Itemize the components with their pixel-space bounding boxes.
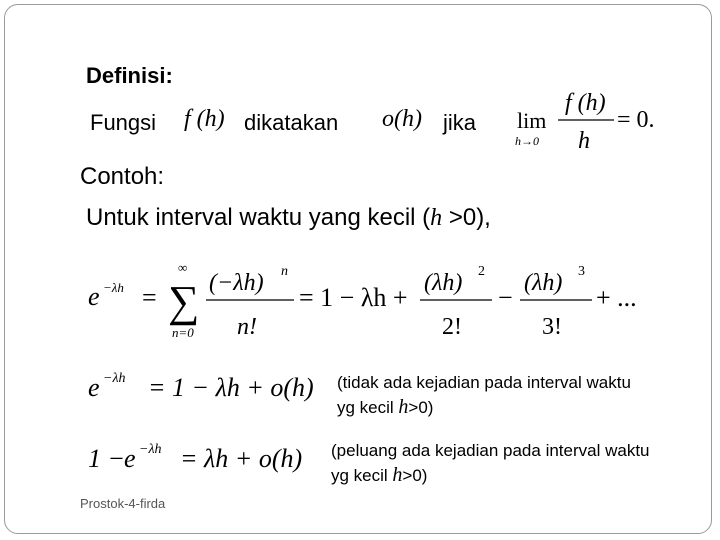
jika-label: jika bbox=[443, 110, 477, 135]
approx1-exponent: −λh bbox=[103, 371, 126, 386]
lim-text: lim bbox=[517, 108, 547, 133]
approx1-note-line1: (tidak ada kejadian pada interval waktu bbox=[337, 373, 631, 392]
approx1-formula bbox=[88, 371, 314, 402]
t2-denominator: 2! bbox=[442, 314, 462, 340]
limit-numerator: f (h) bbox=[565, 90, 606, 116]
term-denominator: n! bbox=[237, 314, 257, 340]
approx1-rhs: = 1 − λh + o(h) bbox=[148, 373, 314, 402]
t3-numerator: (λh) bbox=[524, 270, 563, 296]
series-equals: = bbox=[142, 283, 157, 312]
interval-sentence bbox=[86, 204, 491, 232]
approx2-base: e bbox=[124, 444, 136, 473]
series-lhs-base: e bbox=[88, 282, 100, 311]
limit-formula bbox=[515, 90, 655, 154]
sigma-symbol: ∑ bbox=[168, 277, 200, 326]
t3-denominator: 3! bbox=[542, 314, 562, 340]
series-formula bbox=[88, 260, 637, 340]
approx2-note-var: h bbox=[392, 464, 403, 486]
fungsi-label: Fungsi bbox=[90, 110, 157, 135]
sum-upper-limit: ∞ bbox=[178, 260, 188, 275]
interval-variable: h bbox=[430, 205, 443, 231]
definition-heading: Definisi: bbox=[86, 63, 173, 88]
t2-numerator: (λh) bbox=[424, 270, 463, 296]
example-heading: Contoh: bbox=[80, 163, 165, 190]
sum-lower-limit: n=0 bbox=[172, 325, 194, 340]
t2-exponent: 2 bbox=[478, 264, 485, 279]
interval-suffix: >0), bbox=[442, 204, 491, 231]
approx2-note bbox=[331, 439, 650, 488]
approx1-note-line2: yg kecil h>0) bbox=[337, 396, 434, 418]
o-h-expression: o(h) bbox=[382, 106, 422, 132]
approx2-prefix: 1 − bbox=[88, 444, 126, 473]
approx2-note-line2: yg kecil h>0) bbox=[331, 464, 428, 486]
dikatakan-label: dikatakan bbox=[244, 110, 339, 135]
approx1-note bbox=[337, 371, 631, 420]
term-numerator: (−λh) bbox=[209, 270, 264, 296]
series-tail: + ... bbox=[596, 283, 637, 312]
series-middle: = 1 − λh + bbox=[299, 283, 408, 312]
t3-exponent: 3 bbox=[578, 264, 585, 279]
approx1-note-var: h bbox=[398, 396, 409, 418]
term-numerator-exponent: n bbox=[281, 264, 288, 279]
approx2-formula bbox=[88, 442, 302, 473]
approx1-base: e bbox=[88, 373, 100, 402]
lim-subscript: h→0 bbox=[515, 134, 539, 148]
limit-denominator: h bbox=[578, 128, 590, 154]
approx2-rhs: = λh + o(h) bbox=[180, 444, 303, 473]
f-h-expression: f (h) bbox=[184, 106, 225, 132]
footer-text: Prostok-4-firda bbox=[80, 496, 166, 511]
approx2-note-line1: (peluang ada kejadian pada interval waktu bbox=[331, 441, 650, 460]
approx2-exponent: −λh bbox=[139, 442, 162, 457]
limit-rhs: = 0. bbox=[617, 107, 655, 133]
series-minus: − bbox=[498, 283, 513, 312]
series-lhs-exponent: −λh bbox=[103, 280, 124, 295]
interval-prefix: Untuk interval waktu yang kecil ( bbox=[86, 204, 431, 231]
